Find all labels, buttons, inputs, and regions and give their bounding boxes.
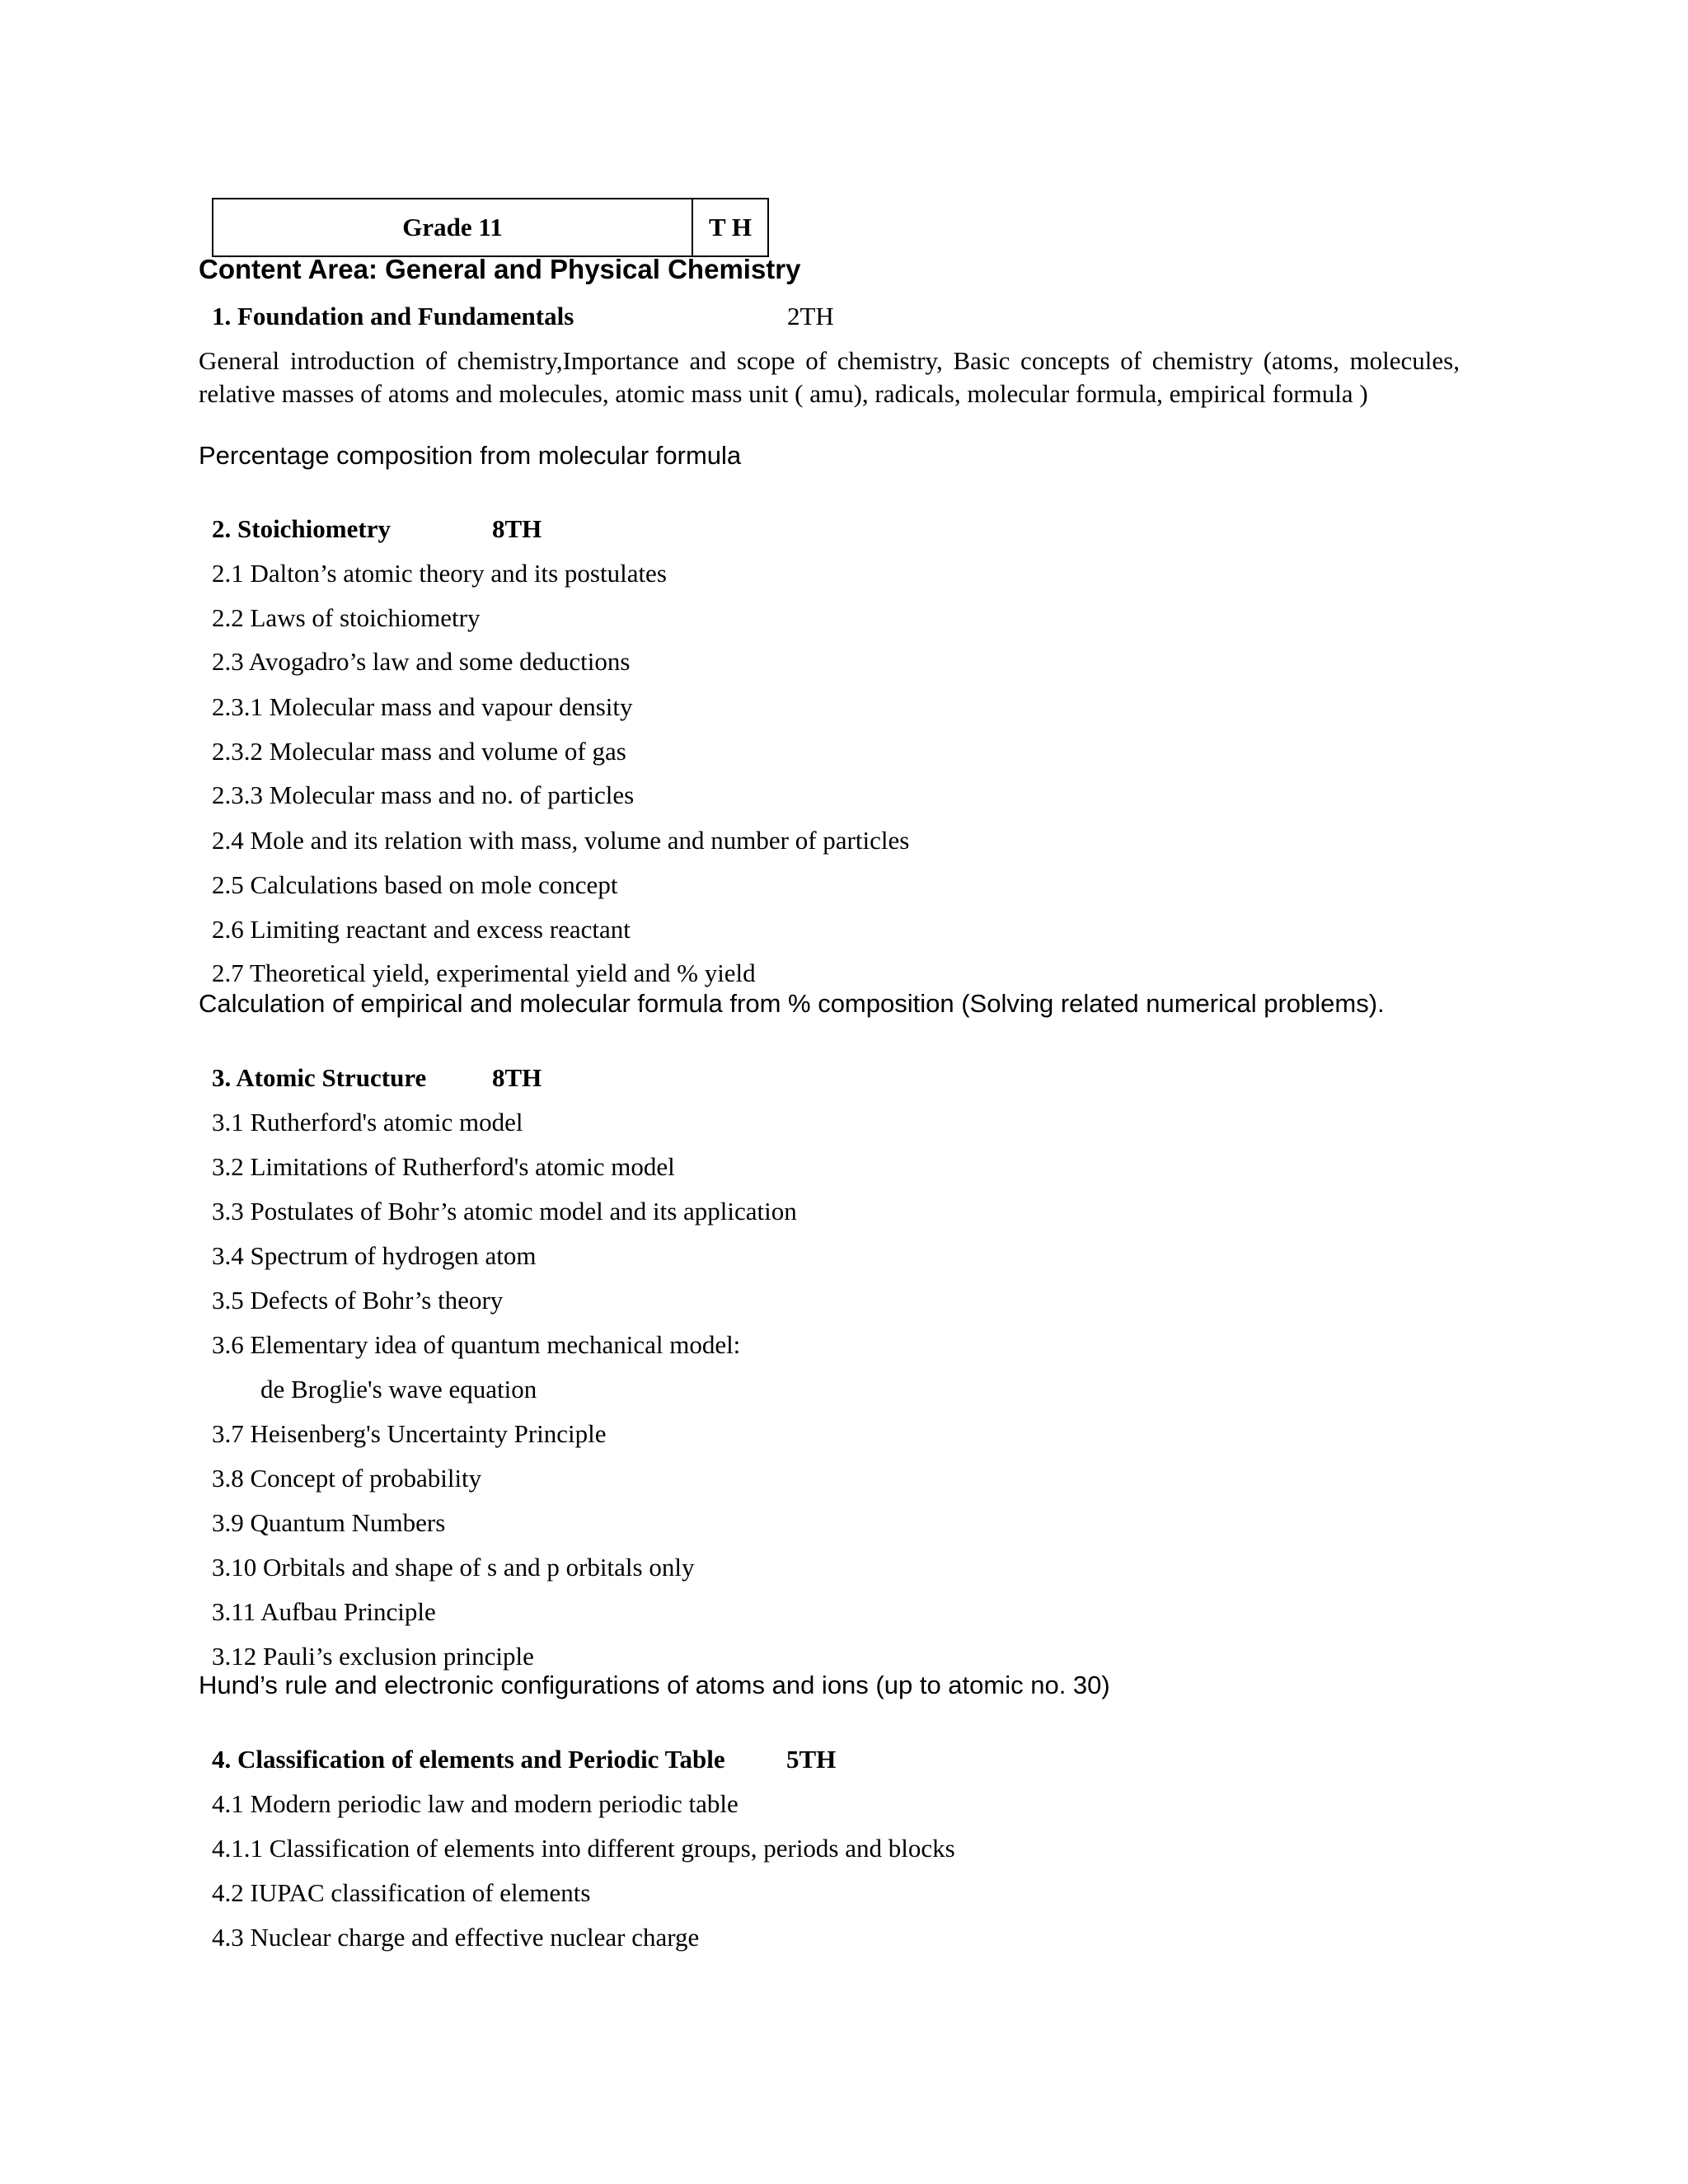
list-item: 3.9 Quantum Numbers: [212, 1508, 446, 1537]
list-item: 3.12 Pauli’s exclusion principle: [212, 1642, 534, 1671]
list-item: 2.1 Dalton’s atomic theory and its postulates: [212, 559, 667, 588]
list-item: 3.1 Rutherford's atomic model: [212, 1108, 523, 1137]
list-subitem: de Broglie's wave equation: [260, 1375, 537, 1404]
list-item: 3.11 Aufbau Principle: [212, 1597, 436, 1626]
list-item: 2.3.3 Molecular mass and no. of particles: [212, 780, 635, 809]
list-item: 4.2 IUPAC classification of elements: [212, 1878, 591, 1907]
section-title: 3. Atomic Structure: [212, 1063, 427, 1092]
list-item: 3.7 Heisenberg's Uncertainty Principle: [212, 1419, 607, 1448]
list-item: 3.10 Orbitals and shape of s and p orbitals only: [212, 1553, 695, 1582]
list-item: 2.3 Avogadro’s law and some deductions: [212, 647, 631, 676]
list-item: 2.7 Theoretical yield, experimental yield and % yield: [212, 958, 756, 987]
section-hours: 5TH: [786, 1745, 837, 1774]
theory-hours-cell: T H: [692, 199, 768, 256]
list-item: 2.3.2 Molecular mass and volume of gas: [212, 737, 626, 766]
content-area-title: Content Area: General and Physical Chemistry: [199, 254, 801, 284]
section-heading-atomic-structure: [212, 1063, 542, 1093]
list-item: 3.2 Limitations of Rutherford's atomic model: [212, 1152, 675, 1181]
section-hours: 8TH: [492, 1063, 542, 1092]
section-title: 4. Classification of elements and Periodic Table: [212, 1745, 725, 1774]
section-title: 2. Stoichiometry: [212, 514, 391, 543]
list-item: 2.6 Limiting reactant and excess reactant: [212, 915, 631, 944]
section-hours: 8TH: [492, 514, 542, 543]
list-item: 2.2 Laws of stoichiometry: [212, 603, 481, 632]
grade-table: [212, 198, 769, 257]
list-item: 2.3.1 Molecular mass and vapour density: [212, 692, 633, 721]
list-item: 3.3 Postulates of Bohr’s atomic model and its application: [212, 1197, 797, 1226]
section-heading-stoichiometry: [212, 514, 542, 544]
section-closing-line: Calculation of empirical and molecular formula from % composition (Solving related numerical problems).: [199, 989, 1385, 1018]
list-item: 4.1.1 Classification of elements into different groups, periods and blocks: [212, 1834, 955, 1863]
list-item: 3.8 Concept of probability: [212, 1464, 482, 1493]
grade-cell: Grade 11: [213, 199, 692, 256]
section-title: 1. Foundation and Fundamentals: [212, 302, 574, 330]
list-item: 4.1 Modern periodic law and modern periodic table: [212, 1789, 738, 1818]
list-item: 3.6 Elementary idea of quantum mechanical model:: [212, 1330, 741, 1359]
section-closing-line: Percentage composition from molecular formula: [199, 441, 742, 470]
section-closing-line: Hund’s rule and electronic configurations of atoms and ions (up to atomic no. 30): [199, 1671, 1110, 1699]
section-intro-paragraph: General introduction of chemistry,Importance and scope of chemistry, Basic concepts of chemistry (atoms, molecules, relative masses of atoms and molecules, atomic mass unit ( amu), radicals, molecular formula, empirical formula ): [199, 346, 1460, 408]
section-hours: 2TH: [787, 302, 834, 330]
section-heading-foundation: [212, 302, 834, 331]
list-item: 3.4 Spectrum of hydrogen atom: [212, 1241, 537, 1270]
list-item: 2.4 Mole and its relation with mass, volume and number of particles: [212, 826, 910, 855]
list-item: 3.5 Defects of Bohr’s theory: [212, 1286, 504, 1315]
list-item: 2.5 Calculations based on mole concept: [212, 870, 618, 899]
section-heading-periodic-table: [212, 1745, 837, 1774]
list-item: 4.3 Nuclear charge and effective nuclear charge: [212, 1923, 700, 1952]
